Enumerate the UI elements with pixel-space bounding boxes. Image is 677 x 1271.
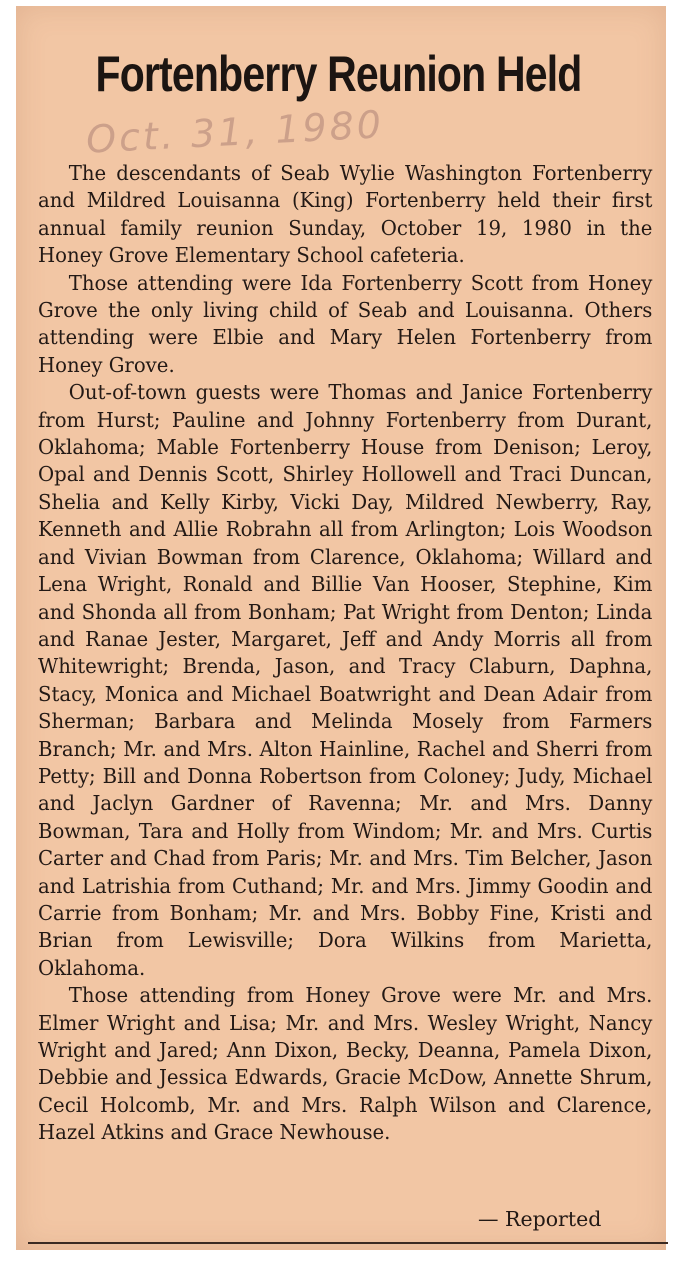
headline: Fortenberry Reunion Held xyxy=(95,46,582,102)
paragraph-out-of-town-guests: Out-of-town guests were Thomas and Janice Fortenberry from Hurst; Pauline and Johnny Fortenberry from Durant, Oklahoma; Mable Fortenberry House from Denison; Leroy, Opal and Dennis Scott, Shirley Hollowell and Traci Duncan, Shelia and Kelly Kirby, Vicki Day, Mildred Newberry, Ray, Kenneth and Allie Robrahn all from Arlington; Lois Woodson and Vivian Bowman from Clarence, Oklahoma; Willard and Lena Wright, Ronald and Billie Van Hooser, Stephine, Kim and Shonda all from Bonham; Pat Wright from Denton; Linda and Ranae Jester, Margaret, Jeff and Andy Morris all from Whitewright; Brenda, Jason, and Tracy Claburn, Daphna, Stacy, Monica and Michael Boatwright and Dean Adair from Sherman; Barbara and Melinda Mosely from Farmers Branch; Mr. and Mrs. Alton Hainline, Rachel and Sherri from Petty; Bill and Donna Robertson from Coloney; Judy, Michael and Jaclyn Gardner of Ravenna; Mr. and Mrs. Danny Bowman, Tara and Holly from Windom; Mr. and Mrs. Curtis Carter and Chad from Paris; Mr. and Mrs. Tim Belcher, Jason and Latrishia from Cuthand; Mr. and Mrs. Jimmy Goodin and Carrie from Bonham; Mr. and Mrs. Bobby Fine, Kristi and Brian from Lewisville; Dora Wilkins from Marietta, Oklahoma. xyxy=(38,380,653,980)
article-body xyxy=(38,160,653,1147)
byline-credit: — Reported xyxy=(478,1207,602,1231)
bottom-rule xyxy=(28,1242,668,1244)
handwritten-date: Oct. 31, 1980 xyxy=(85,102,386,162)
paragraph-intro: The descendants of Seab Wylie Washington Fortenberry and Mildred Louisanna (King) Fortenberry held their first annual family reunion Sunday, October 19, 1980 in the Honey Grove Elementary School cafeteria. xyxy=(38,161,653,268)
paragraph-attendees: Those attending were Ida Fortenberry Scott from Honey Grove the only living child of Seab and Louisanna. Others attending were Elbie and Mary Helen Fortenberry from Honey Grove. xyxy=(38,270,653,377)
paragraph-honey-grove-attendees: Those attending from Honey Grove were Mr. and Mrs. Elmer Wright and Lisa; Mr. and Mrs. Wesley Wright, Nancy Wright and Jared; Ann Dixon, Becky, Deanna, Pamela Dixon, Debbie and Jessica Edwards, Gracie McDow, Annette Shrum, Cecil Holcomb, Mr. and Mrs. Ralph Wilson and Clarence, Hazel Atkins and Grace Newhouse. xyxy=(38,983,653,1145)
